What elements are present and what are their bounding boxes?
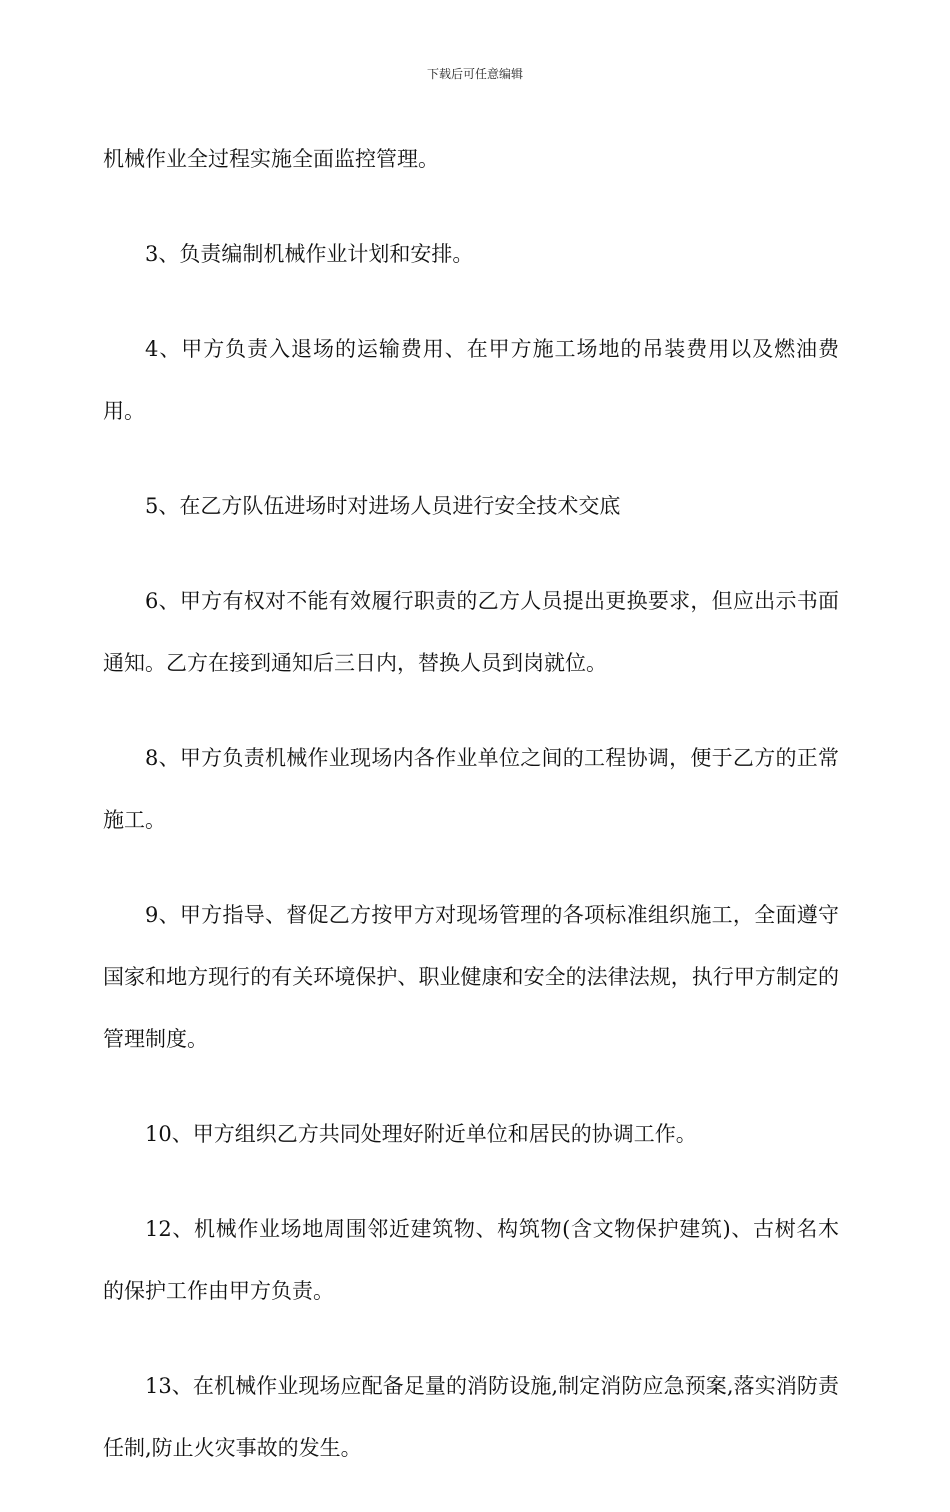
paragraph-item-3: 3、负责编制机械作业计划和安排。 (145, 242, 474, 266)
paragraph-item-9: 9、甲方指导、督促乙方按甲方对现场管理的各项标准组织施工，全面遵守国家和地方现行的有关环境保护、职业健康和安全的法律法规，执行甲方制定的管理制度。 (103, 903, 839, 1051)
paragraph-item-13: 13、在机械作业现场应配备足量的消防设施,制定消防应急预案,落实消防责任制,防止火灾事故的发生。 (103, 1374, 839, 1460)
paragraph-item-8: 8、甲方负责机械作业现场内各作业单位之间的工程协调，便于乙方的正常施工。 (103, 746, 839, 832)
paragraph-continuation: 机械作业全过程实施全面监控管理。 (103, 147, 439, 171)
paragraph-item-5: 5、在乙方队伍进场时对进场人员进行安全技术交底 (145, 494, 621, 518)
paragraph-item-4: 4、甲方负责入退场的运输费用、在甲方施工场地的吊装费用以及燃油费用。 (103, 337, 839, 423)
paragraph-item-12: 12、机械作业场地周围邻近建筑物、构筑物(含文物保护建筑)、古树名木的保护工作由甲方负责。 (103, 1217, 839, 1303)
document-body (103, 128, 839, 1512)
page-header-note: 下载后可任意编辑 (426, 67, 523, 81)
paragraph-item-6: 6、甲方有权对不能有效履行职责的乙方人员提出更换要求，但应出示书面通知。乙方在接到通知后三日内，替换人员到岗就位。 (103, 589, 839, 675)
paragraph-item-10: 10、甲方组织乙方共同处理好附近单位和居民的协调工作。 (145, 1122, 697, 1146)
